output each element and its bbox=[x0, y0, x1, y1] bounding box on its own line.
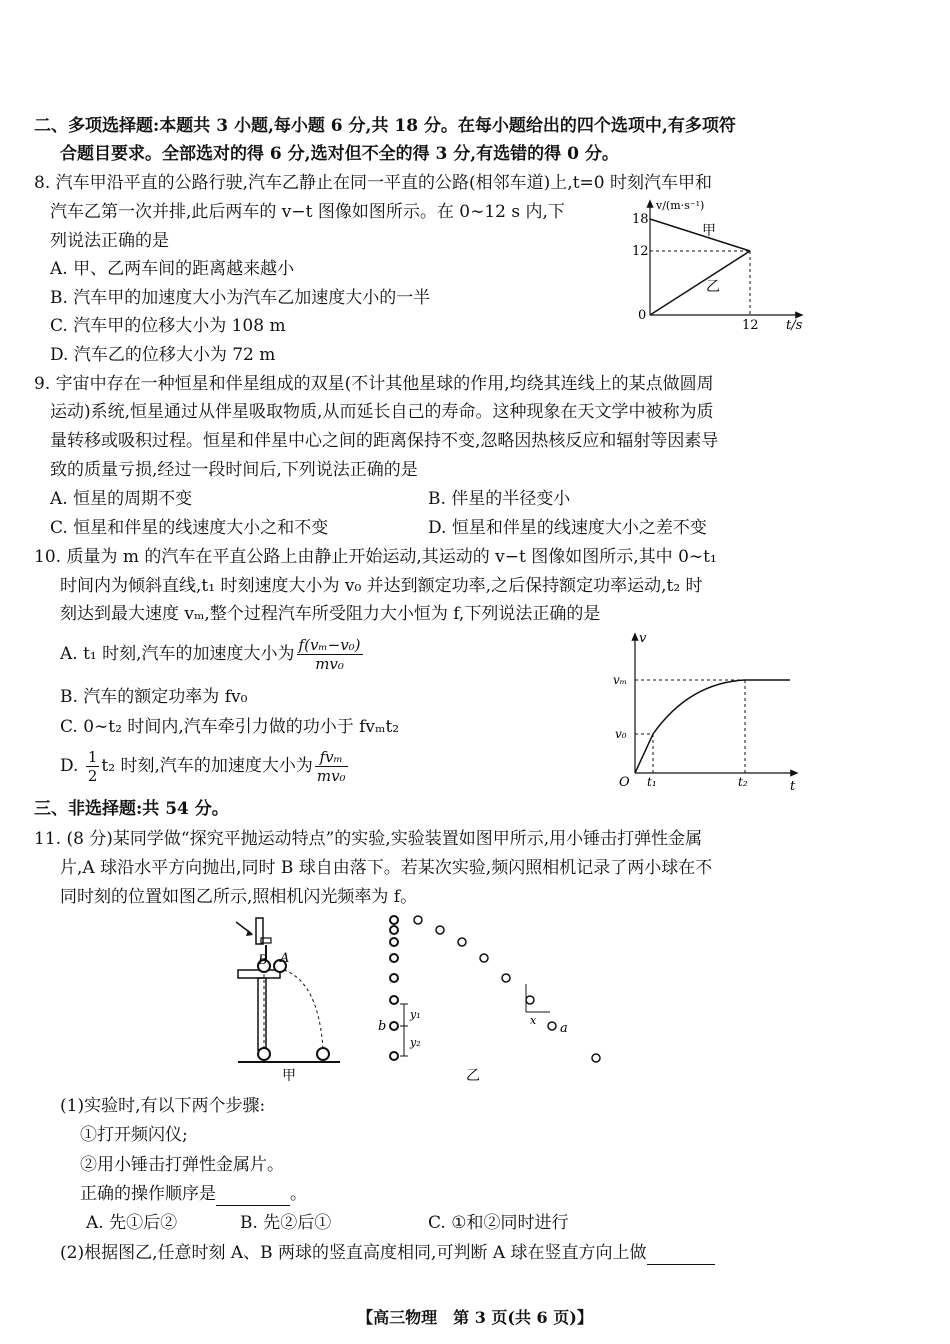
q8-stem-line2: 汽车乙第一次并排,此后两车的 v−t 图像如图所示。在 0∼12 s 内,下 bbox=[50, 202, 565, 222]
fig-jia-label: 甲 bbox=[282, 1068, 296, 1082]
q11-figure-jia bbox=[228, 912, 348, 1082]
q10-option-d-half bbox=[86, 748, 100, 785]
hammer bbox=[256, 918, 263, 944]
q10-vt-graph bbox=[605, 628, 805, 798]
q8-option-a: A. 甲、乙两车间的距离越来越小 bbox=[50, 259, 295, 279]
q9-option-c: C. 恒星和伴星的线速度大小之和不变 bbox=[50, 518, 329, 538]
q10-curve bbox=[635, 680, 790, 773]
q11-step1: ①打开频闪仪; bbox=[80, 1125, 188, 1145]
q8-tick-12: 12 bbox=[632, 244, 649, 259]
q11-order-end: 。 bbox=[290, 1184, 307, 1204]
q10-label-t1: t₁ bbox=[647, 775, 657, 789]
label-b: B bbox=[258, 953, 268, 968]
q11-part2 bbox=[60, 1242, 715, 1265]
label-b-yi: b bbox=[378, 1019, 387, 1034]
q9-option-a: A. 恒星的周期不变 bbox=[50, 489, 193, 509]
q10-stem-line2: 时间内为倾斜直线,t₁ 时刻速度大小为 v₀ 并达到额定功率,之后保持额定功率运动,t₂ 时 bbox=[60, 576, 703, 596]
q10-option-a-denominator: mv₀ bbox=[315, 655, 344, 673]
stand-top bbox=[238, 970, 280, 978]
q10-half-den: 2 bbox=[87, 767, 98, 785]
q11-order bbox=[80, 1183, 307, 1206]
q8-option-b: B. 汽车甲的加速度大小为汽车乙加速度大小的一半 bbox=[50, 288, 431, 308]
section2-heading-line1: 二、多项选择题:本题共 3 小题,每小题 6 分,共 18 分。在每小题给出的四个选项中,有多项符 bbox=[34, 116, 736, 136]
label-x: x bbox=[530, 1014, 537, 1027]
section3-heading: 三、非选择题:共 54 分。 bbox=[34, 799, 229, 819]
q9-stem-line3: 量转移或吸积过程。恒星和伴星中心之间的距离保持不变,忽略因热核反应和辐射等因素导 bbox=[50, 431, 719, 451]
stand-pole bbox=[258, 978, 266, 1050]
q10-option-d-text: t₂ 时刻,汽车的加速度大小为 bbox=[101, 756, 313, 776]
q9-option-d: D. 恒星和伴星的线速度大小之差不变 bbox=[428, 518, 707, 538]
q11-stem-line1: 11. (8 分)某同学做“探究平抛运动特点”的实验,实验装置如图甲所示,用小锤击打弹性金属 bbox=[34, 829, 703, 849]
q10-option-a-fraction bbox=[297, 636, 363, 673]
ball-b-positions bbox=[390, 916, 398, 1060]
q11-option-c: C. ①和②同时进行 bbox=[428, 1213, 569, 1233]
q8-x-label: t/s bbox=[786, 318, 803, 333]
label-y2: y₂ bbox=[410, 1036, 421, 1049]
label-a: A bbox=[280, 951, 290, 966]
label-a-yi: a bbox=[560, 1021, 568, 1036]
label-y1: y₁ bbox=[410, 1008, 421, 1021]
q10-label-vm: vₘ bbox=[613, 673, 628, 687]
q9-stem-line1: 9. 宇宙中存在一种恒星和伴星组成的双星(不计其他星球的作用,均绕其连线上的某点做圆周 bbox=[34, 374, 714, 394]
q11-stem-line3: 同时刻的位置如图乙所示,照相机闪光频率为 f。 bbox=[60, 887, 418, 907]
path-a bbox=[284, 970, 323, 1048]
q8-label-yi: 乙 bbox=[706, 279, 720, 295]
q10-option-c: C. 0∼t₂ 时间内,汽车牵引力做的功小于 fvₘt₂ bbox=[60, 717, 400, 737]
q11-part2-text: (2)根据图乙,任意时刻 A、B 两球的竖直高度相同,可判断 A 球在竖直方向上做 bbox=[60, 1243, 647, 1263]
q11-order-text: 正确的操作顺序是 bbox=[80, 1184, 216, 1204]
q8-option-d: D. 汽车乙的位移大小为 72 m bbox=[50, 345, 276, 365]
q10-option-d-fraction bbox=[315, 748, 348, 785]
page-footer: 【高三物理 第 3 页(共 6 页)】 bbox=[357, 1308, 593, 1327]
q8-series-jia bbox=[650, 219, 750, 251]
q10-label-t2: t₂ bbox=[738, 775, 748, 789]
q10-option-a-numerator: f(vₘ−v₀) bbox=[298, 636, 361, 654]
q10-stem-line1: 10. 质量为 m 的汽车在平直公路上由静止开始运动,其运动的 v−t 图像如图所示,其中 0∼t₁ bbox=[34, 547, 717, 567]
q10-option-d-letter: D. bbox=[60, 756, 79, 776]
q10-label-v0: v₀ bbox=[615, 727, 627, 741]
q11-part1: (1)实验时,有以下两个步骤: bbox=[60, 1096, 266, 1116]
ball-a-landed bbox=[317, 1048, 329, 1060]
q11-stem-line2: 片,A 球沿水平方向抛出,同时 B 球自由落下。若某次实验,频闪照相机记录了两小球在不 bbox=[60, 858, 713, 878]
q10-option-d-numerator: fvₘ bbox=[315, 748, 348, 767]
q9-option-b: B. 伴星的半径变小 bbox=[428, 489, 571, 509]
ball-a-positions bbox=[414, 916, 600, 1062]
q8-tick-18: 18 bbox=[632, 212, 649, 227]
ball-b-landed bbox=[258, 1048, 270, 1060]
q10-option-a bbox=[60, 634, 365, 674]
q10-label-origin: O bbox=[619, 775, 630, 790]
q8-option-c: C. 汽车甲的位移大小为 108 m bbox=[50, 316, 286, 336]
q11-step2: ②用小锤击打弹性金属片。 bbox=[80, 1155, 284, 1175]
q11-order-blank[interactable] bbox=[216, 1183, 290, 1206]
q8-vt-graph bbox=[610, 195, 820, 335]
q10-label-t: t bbox=[790, 779, 796, 794]
q8-series-yi bbox=[650, 251, 750, 315]
q11-option-b: B. 先②后① bbox=[240, 1213, 332, 1233]
q11-option-a: A. 先①后② bbox=[86, 1213, 178, 1233]
q11-figure-yi bbox=[370, 912, 610, 1082]
q8-y-label: v/(m·s⁻¹) bbox=[656, 199, 705, 212]
q11-part2-blank[interactable] bbox=[647, 1242, 715, 1265]
fig-yi-label: 乙 bbox=[466, 1068, 480, 1082]
q8-tick-x12: 12 bbox=[742, 318, 759, 333]
q10-stem-line3: 刻达到最大速度 vₘ,整个过程汽车所受阻力大小恒为 f,下列说法正确的是 bbox=[60, 604, 601, 624]
q10-option-a-text: A. t₁ 时刻,汽车的加速度大小为 bbox=[60, 644, 295, 664]
q8-stem-line1: 8. 汽车甲沿平直的公路行驶,汽车乙静止在同一平直的公路(相邻车道)上,t=0 时刻汽车甲和 bbox=[34, 173, 712, 193]
section2-heading-line2: 合题目要求。全部选对的得 6 分,选对但不全的得 3 分,有选错的得 0 分。 bbox=[60, 144, 619, 164]
q10-label-v: v bbox=[639, 631, 647, 646]
q8-stem-line3: 列说法正确的是 bbox=[50, 231, 169, 251]
q10-option-b: B. 汽车的额定功率为 fv₀ bbox=[60, 687, 248, 707]
q10-option-d bbox=[60, 746, 350, 786]
q9-stem-line4: 致的质量亏损,经过一段时间后,下列说法正确的是 bbox=[50, 460, 418, 480]
q10-option-d-denominator: mv₀ bbox=[316, 767, 346, 785]
q9-stem-line2: 运动)系统,恒星通过从伴星吸取物质,从而延长自己的寿命。这种现象在天文学中被称为质 bbox=[50, 402, 714, 422]
q8-origin: 0 bbox=[638, 308, 647, 323]
q10-half-num: 1 bbox=[87, 748, 98, 766]
q8-label-jia: 甲 bbox=[702, 223, 716, 239]
